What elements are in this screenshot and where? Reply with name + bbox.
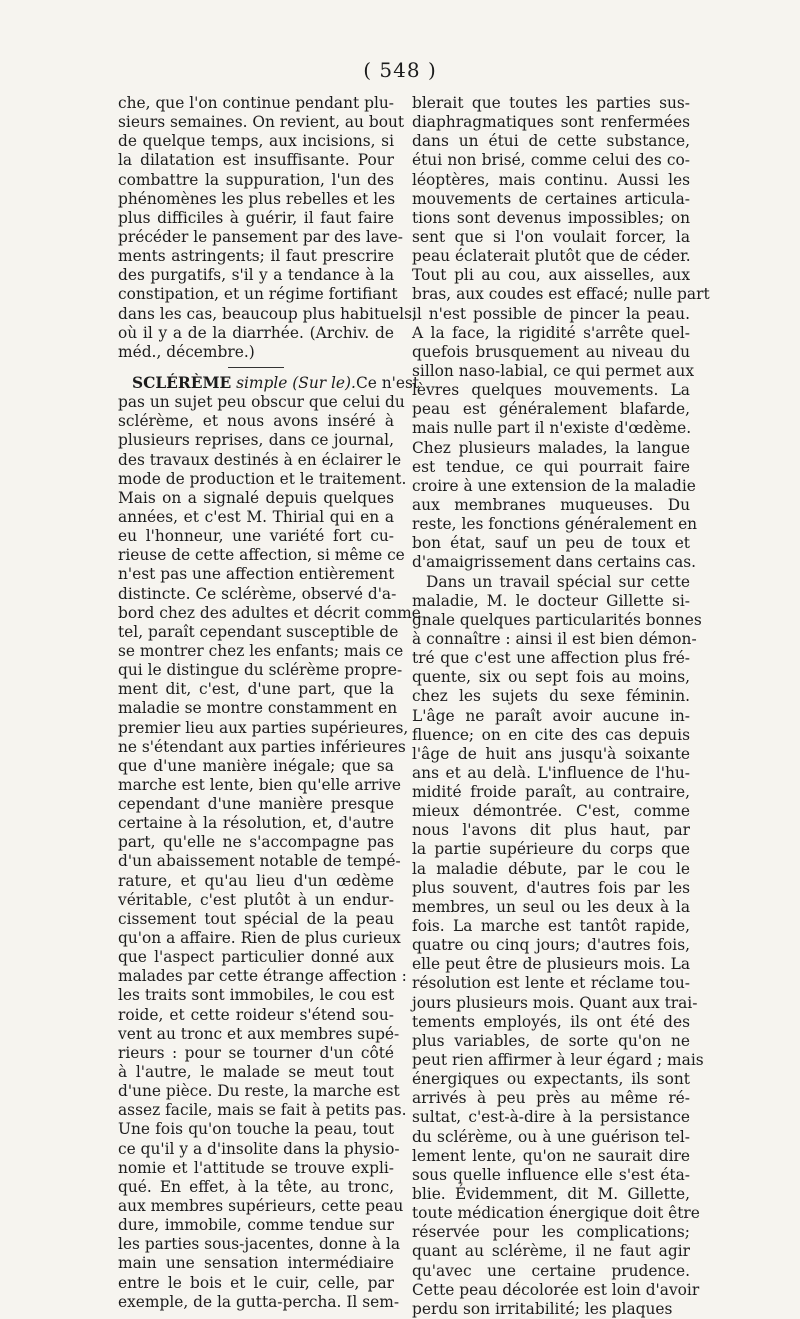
text-line: qui le distingue du sclérème propre- (118, 661, 403, 680)
text-line: mieux démontrée. C'est, comme (412, 802, 690, 821)
text-line: plus difficiles à guérir, il faut faire (118, 208, 394, 227)
text-line: maladie, M. le docteur Gillette si- (412, 591, 690, 610)
text-line: d'une pièce. Du reste, la marche est (118, 1082, 400, 1101)
text-line: tel, paraît cependant susceptible de (118, 622, 399, 641)
text-line: distincte. Ce sclérème, observé d'a- (118, 584, 397, 603)
text-line: ans et au delà. L'influence de l'hu- (412, 763, 690, 782)
text-line: Une fois qu'on touche la peau, tout (118, 1120, 394, 1139)
text-line: l'âge de huit ans jusqu'à soixante (412, 744, 690, 763)
text-line: des travaux destinés à en éclairer le (118, 450, 402, 469)
text-line: années, et c'est M. Thirial qui en a (118, 507, 394, 526)
text-line: mode de production et le traitement. (118, 469, 407, 488)
text-line: assez facile, mais se fait à petits pas. (118, 1101, 407, 1120)
text-line: sent que si l'on voulait forcer, la (412, 227, 690, 246)
text-line: dure, immobile, comme tendue sur (118, 1216, 394, 1235)
text-line: phénomènes les plus rebelles et les (118, 189, 396, 208)
text-line: qu'on a affaire. Rien de plus curieux (118, 929, 401, 948)
text-line: à l'autre, le malade se meut tout (118, 1063, 394, 1082)
text-line: exemple, de la gutta-percha. Il sem- (118, 1292, 400, 1311)
text-line: mouvements de certaines articula- (412, 189, 690, 208)
text-line: d'amaigrissement dans certains cas. (412, 553, 697, 572)
text-line: blie. Évidemment, dit M. Gillette, (412, 1185, 690, 1204)
left-paragraph-1 (118, 94, 417, 362)
left-column (118, 94, 421, 1312)
text-line: nous l'avons dit plus haut, par (412, 821, 690, 840)
text-line: blerait que toutes les parties sus- (412, 94, 690, 112)
text-line: aux membranes muqueuses. Du (412, 495, 690, 514)
text-line: L'âge ne paraît avoir aucune in- (412, 706, 690, 725)
text-line: tements employés, ils ont été des (412, 1012, 690, 1031)
text-line: entre le bois et le cuir, celle, par (118, 1273, 394, 1292)
text-line: eu l'honneur, une variété fort cu- (118, 527, 394, 546)
text-line: main une sensation intermédiaire (118, 1254, 394, 1273)
text-line: gnale quelques particularités bonnes (412, 610, 702, 629)
text-line: de quelque temps, aux incisions, si (118, 132, 394, 151)
text-line: quente, six ou sept fois au moins, (412, 668, 690, 687)
text-line: roide, et cette roideur s'étend sou- (118, 1005, 394, 1024)
text-line: n'est pas une affection entièrement (118, 565, 395, 584)
text-line: ne s'étendant aux parties inférieures (118, 737, 406, 756)
text-line: midité froide paraît, au contraire, (412, 783, 690, 802)
text-line: quant au sclérème, il ne faut agir (412, 1242, 690, 1261)
text-line: qué. En effet, à la tête, au tronc, (118, 1177, 394, 1196)
text-line: cissement tout spécial de la peau (118, 909, 394, 928)
text-line: d'un abaissement notable de tempé- (118, 852, 401, 871)
text-line: les parties sous-jacentes, donne à la (118, 1235, 401, 1254)
text-line: dans un étui de cette substance, (412, 132, 690, 151)
text-line: énergiques ou expectants, ils sont (412, 1070, 690, 1089)
text-line: cependant d'une manière presque (118, 795, 394, 814)
left-paragraph-sclereme (118, 373, 421, 1312)
text-line: sieurs semaines. On revient, au bout (118, 113, 405, 132)
text-line: Cette peau décolorée est loin d'avoir (412, 1280, 700, 1299)
text-line: che, que l'on continue pendant plu- (118, 94, 394, 112)
article-heading-word: SCLÉRÈME (132, 373, 232, 392)
text-line: que l'aspect particulier donné aux (118, 948, 394, 967)
text-line: ments astringents; il faut prescrire (118, 247, 394, 266)
text-line: diaphragmatiques sont renfermées (412, 113, 690, 132)
text-line: plusieurs reprises, dans ce journal, (118, 431, 394, 450)
text-line: premier lieu aux parties supérieures, (118, 718, 409, 737)
text-line: ce qu'il y a d'insolite dans la physio- (118, 1139, 400, 1158)
text-line: chez les sujets du sexe féminin. (412, 687, 690, 706)
text-line: malades par cette étrange affection : (118, 967, 407, 986)
text-line: plus souvent, d'autres fois par les (412, 878, 690, 897)
article-heading-text: Ce n'est (355, 373, 420, 392)
text-line: peau éclaterait plutôt que de céder. (412, 247, 691, 266)
text-line: la partie supérieure du corps que (412, 840, 690, 859)
article-heading-subtitle: simple (Sur le). (231, 373, 356, 392)
text-line: Dans un travail spécial sur cette (426, 572, 690, 591)
text-line: bras, aux coudes est effacé; nulle part (412, 285, 710, 304)
text-line: que d'une manière inégale; que sa (118, 756, 394, 775)
text-line: part, qu'elle ne s'accompagne pas (118, 833, 394, 852)
right-paragraph-1 (412, 94, 710, 573)
text-line: quatre ou cinq jours; d'autres fois, (412, 936, 690, 955)
text-line: où il y a de la diarrhée. (Archiv. de (118, 323, 394, 342)
text-line: combattre la suppuration, l'un des (118, 170, 394, 189)
text-line: sultat, c'est-à-dire à la persistance (412, 1108, 690, 1127)
text-line: dans les cas, beaucoup plus habituels, (118, 304, 417, 323)
text-line: étui non brisé, comme celui des co- (412, 151, 690, 170)
text-line: précéder le pansement par des lave- (118, 227, 403, 246)
text-line: vent au tronc et aux membres supé- (118, 1024, 400, 1043)
text-line: plus variables, de sorte qu'on ne (412, 1031, 690, 1050)
text-line: sclérème, et nous avons inséré à (118, 412, 394, 431)
right-column (412, 94, 710, 1319)
text-line: bord chez des adultes et décrit comme (118, 603, 421, 622)
text-line: tions sont devenus impossibles; on (412, 208, 690, 227)
text-line: fois. La marche est tantôt rapide, (412, 917, 690, 936)
text-line: rieurs : pour se tourner d'un côté (118, 1043, 394, 1062)
text-line: perdu son irritabilité; les plaques (412, 1299, 673, 1318)
text-line: marche est lente, bien qu'elle arrive (118, 775, 402, 794)
text-line: se montrer chez les enfants; mais ce (118, 641, 404, 660)
right-paragraph-2 (412, 572, 704, 1319)
text-line: des purgatifs, s'il y a tendance à la (118, 266, 394, 285)
text-line: Tout pli au cou, aux aisselles, aux (412, 266, 690, 285)
text-line: rieuse de cette affection, si même ce (118, 546, 405, 565)
text-line: Chez plusieurs malades, la langue (412, 438, 690, 457)
text-line: croire à une extension de la maladie (412, 476, 696, 495)
text-line: sillon naso-labial, ce qui permet aux (412, 361, 695, 380)
text-line: est tendue, ce qui pourrait faire (412, 457, 690, 476)
text-line: pas un sujet peu obscur que celui du (118, 393, 405, 412)
text-line: quefois brusquement au niveau du (412, 342, 690, 361)
text-line: maladie se montre constamment en (118, 699, 398, 718)
text-line: ment dit, c'est, d'une part, que la (118, 680, 394, 699)
text-line: reste, les fonctions généralement en (412, 515, 698, 534)
text-line: aux membres supérieurs, cette peau (118, 1197, 404, 1216)
text-line: résolution est lente et réclame tou- (412, 974, 690, 993)
text-line: elle peut être de plusieurs mois. La (412, 955, 690, 974)
text-line: arrivés à peu près au même ré- (412, 1089, 690, 1108)
section-divider (228, 367, 284, 368)
article-heading-line (118, 373, 420, 393)
text-line: véritable, c'est plutôt à un endur- (118, 890, 394, 909)
text-line: toute médication énergique doit être (412, 1204, 700, 1223)
text-line: qu'avec une certaine prudence. (412, 1261, 690, 1280)
text-line: la maladie débute, par le cou le (412, 859, 690, 878)
text-line: tré que c'est une affection plus fré- (412, 649, 690, 668)
text-line: à connaître : ainsi il est bien démon- (412, 629, 697, 648)
text-line: sous quelle influence elle s'est éta- (412, 1165, 690, 1184)
text-line: rature, et qu'au lieu d'un œdème (118, 871, 394, 890)
text-line: constipation, et un régime fortifiant (118, 285, 398, 304)
text-line: réservée pour les complications; (412, 1223, 690, 1242)
text-line: la dilatation est insuffisante. Pour (118, 151, 394, 170)
page-number: ( 548 ) (363, 58, 437, 82)
text-line: mais nulle part il n'existe d'œdème. (412, 419, 692, 438)
text-line: méd., décembre.) (118, 342, 255, 361)
text-line: lèvres quelques mouvements. La (412, 381, 690, 400)
text-line: certaine à la résolution, et, d'autre (118, 814, 394, 833)
text-line: les traits sont immobiles, le cou est (118, 986, 395, 1005)
text-line: membres, un seul ou les deux à la (412, 897, 690, 916)
text-line: peut rien affirmer à leur égard ; mais (412, 1051, 704, 1070)
text-line: Mais on a signalé depuis quelques (118, 488, 394, 507)
text-line: bon état, sauf un peu de toux et (412, 534, 690, 553)
text-line: léoptères, mais continu. Aussi les (412, 170, 690, 189)
text-line: jours plusieurs mois. Quant aux trai- (412, 993, 698, 1012)
text-line: nomie et l'attitude se trouve expli- (118, 1158, 394, 1177)
text-line: lement lente, qu'on ne saurait dire (412, 1146, 690, 1165)
text-line: fluence; on en cite des cas depuis (412, 725, 690, 744)
text-line: A la face, la rigidité s'arrête quel- (412, 323, 690, 342)
text-line: du sclérème, ou à une guérison tel- (412, 1127, 690, 1146)
text-line: il n'est possible de pincer la peau. (412, 304, 690, 323)
text-line: peau est généralement blafarde, (412, 400, 690, 419)
